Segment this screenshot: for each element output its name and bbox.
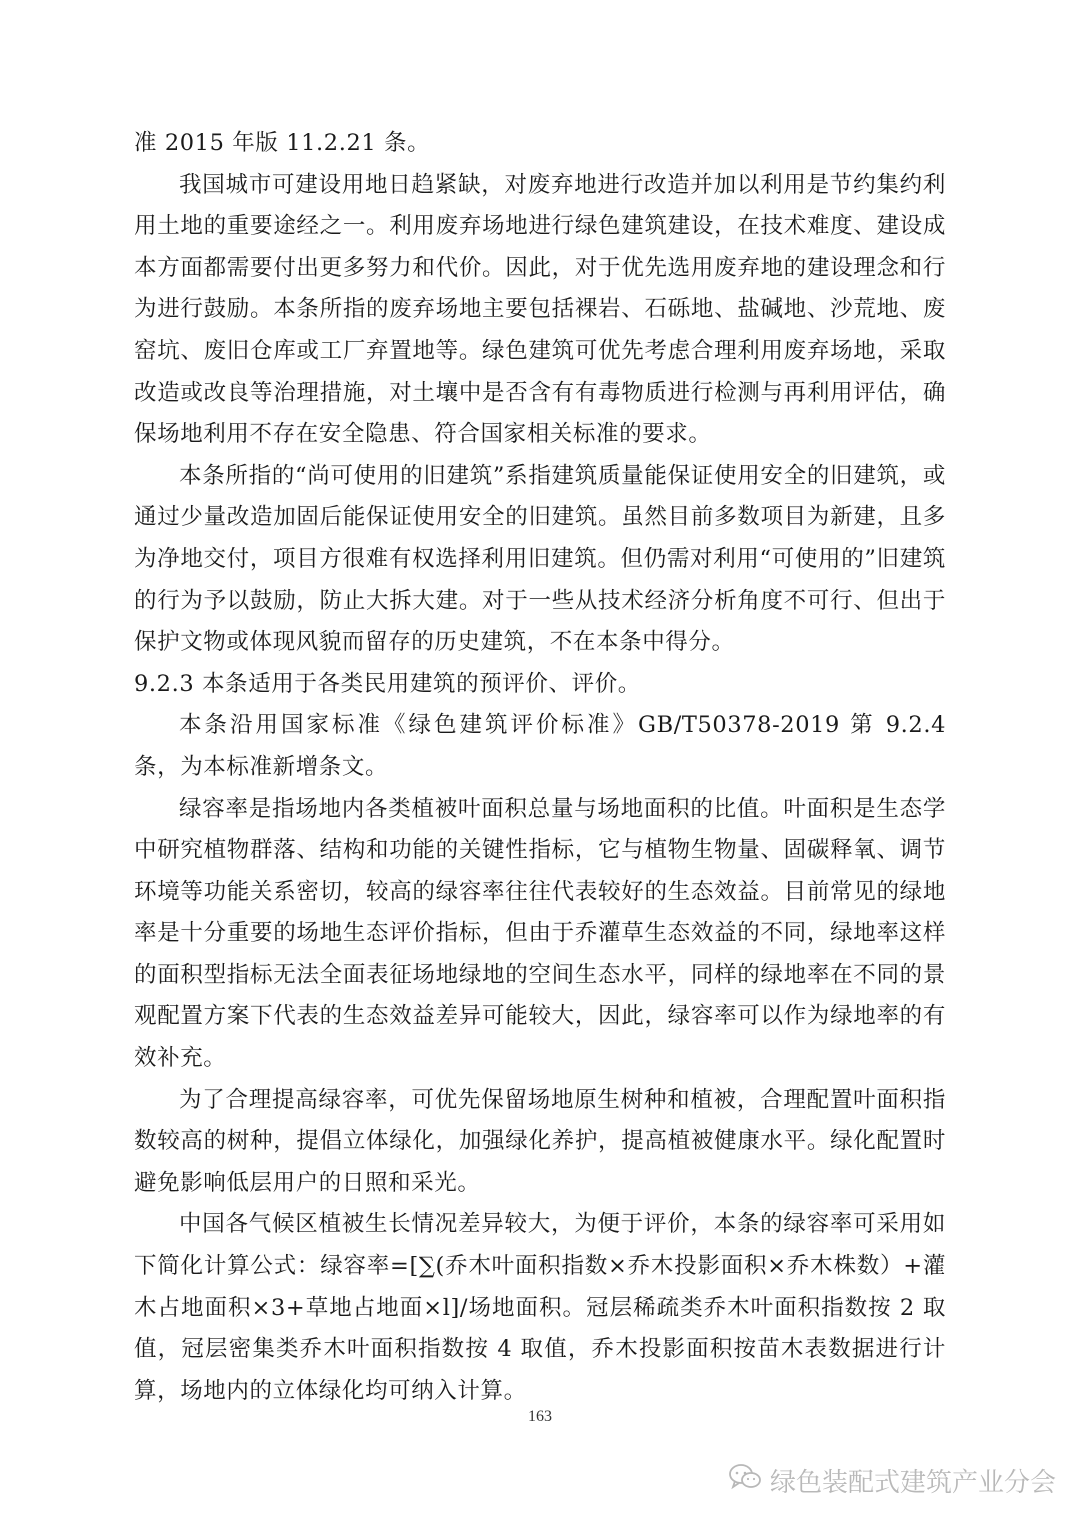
paragraph-3: 本条所指的“尚可使用的旧建筑”系指建筑质量能保证使用安全的旧建筑，或通过少量改造加固后能保证使用安全的旧建筑。虽然目前多数项目为新建，且多为净地交付，项目方很难有权选择利用旧建筑。但仍需对利用“可使用的”旧建筑的行为予以鼓励，防止大拆大建。对于一些从技术经济分析角度不可行、但出于保护文物或体现风貌而留存的历史建筑，不在本条中得分。: [134, 462, 946, 656]
body-text: [134, 123, 946, 1412]
paragraph-6: 绿容率是指场地内各类植被叶面积总量与场地面积的比值。叶面积是生态学中研究植物群落、结构和功能的关键性指标，它与植物生物量、固碳释氧、调节环境等功能关系密切，较高的绿容率往往代表较好的生态效益。目前常见的绿地率是十分重要的场地生态评价指标，但由于乔灌草生态效益的不同，绿地率这样的面积型指标无法全面表征场地绿地的空间生态水平，同样的绿地率在不同的景观配置方案下代表的生态效益差异可能较大，因此，绿容率可以作为绿地率的有效补充。: [134, 795, 946, 1072]
paragraph-8: 中国各气候区植被生长情况差异较大，为便于评价，本条的绿容率可采用如下简化计算公式：绿容率=[∑(乔木叶面积指数×乔木投影面积×乔木株数）+灌木占地面积×3+草地占地面×l]/场地面积。冠层稀疏类乔木叶面积指数按 2 取值，冠层密集类乔木叶面积指数按 4 取值，乔木投影面积按苗木表数据进行计算，场地内的立体绿化均可纳入计算。: [134, 1211, 946, 1404]
wechat-icon: [728, 1462, 762, 1499]
paragraph-5: 本条沿用国家标准《绿色建筑评价标准》GB/T50378-2019 第 9.2.4 条，为本标准新增条文。: [134, 712, 946, 780]
page-number: 163: [528, 1408, 552, 1425]
paragraph-2: 我国城市可建设用地日趋紧缺，对废弃地进行改造并加以利用是节约集约利用土地的重要途经之一。利用废弃场地进行绿色建筑建设，在技术难度、建设成本方面都需要付出更多努力和代价。因此，对于优先选用废弃地的建设理念和行为进行鼓励。本条所指的废弃场地主要包括裸岩、石砾地、盐碱地、沙荒地、废窑坑、废旧仓库或工厂弃置地等。绿色建筑可优先考虑合理利用废弃场地，采取改造或改良等治理措施，对土壤中是否含有有毒物质进行检测与再利用评估，确保场地利用不存在安全隐患、符合国家相关标准的要求。: [134, 171, 946, 448]
clause-heading-9-2-3: 9.2.3 本条适用于各类民用建筑的预评价、评价。: [134, 670, 641, 697]
paragraph-7: 为了合理提高绿容率，可优先保留场地原生树种和植被，合理配置叶面积指数较高的树种，提倡立体绿化，加强绿化养护，提高植被健康水平。绿化配置时避免影响低层用户的日照和采光。: [134, 1086, 946, 1196]
watermark: [728, 1462, 1056, 1498]
watermark-text: 绿色装配式建筑产业分会: [769, 1467, 1056, 1498]
paragraph-1: 准 2015 年版 11.2.21 条。: [134, 130, 431, 156]
